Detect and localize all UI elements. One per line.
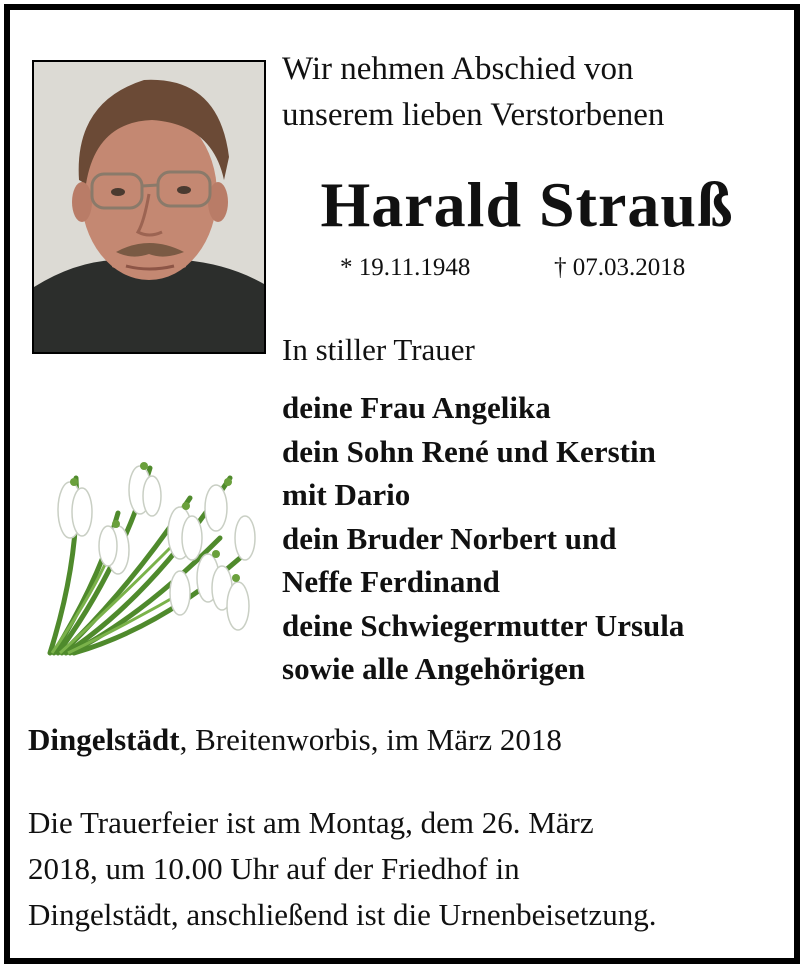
place-and-date [28,722,788,758]
town-name: Dingelstädt [28,722,180,757]
family-line: dein Sohn René und Kerstin [282,433,656,469]
snowdrop-flowers-illustration [40,438,270,668]
family-line: sowie alle Angehörigen [282,651,586,686]
deceased-name: Harald Strauß [320,169,734,240]
family-line: dein Bruder Norbert und [282,520,617,556]
intro-text [282,46,782,138]
intro-line-1: Wir nehmen Abschied von [282,51,634,87]
intro-line-2: unserem lieben Verstorbenen [282,97,665,133]
birth-date: * 19.11.1948 [340,254,471,281]
obituary-notice [4,4,800,964]
family-list [282,386,787,691]
ceremony-line: 2018, um 10.00 Uhr auf der Friedhof in [28,851,520,886]
ceremony-line: Dingelstädt, anschließend ist die Urnenbeisetzung. [28,897,657,932]
ceremony-info [28,800,788,938]
family-line: Neffe Ferdinand [282,564,500,599]
place-rest: , Breitenworbis, im März 2018 [179,722,562,757]
death-date: † 07.03.2018 [554,254,686,281]
portrait-photo [32,60,266,354]
family-line: deine Frau Angelika [282,390,551,425]
mourning-label: In stiller Trauer [282,332,475,367]
family-line: deine Schwiegermutter Ursula [282,607,685,643]
family-line: mit Dario [282,477,411,512]
ceremony-line: Die Trauerfeier ist am Montag, dem 26. März [28,805,594,840]
